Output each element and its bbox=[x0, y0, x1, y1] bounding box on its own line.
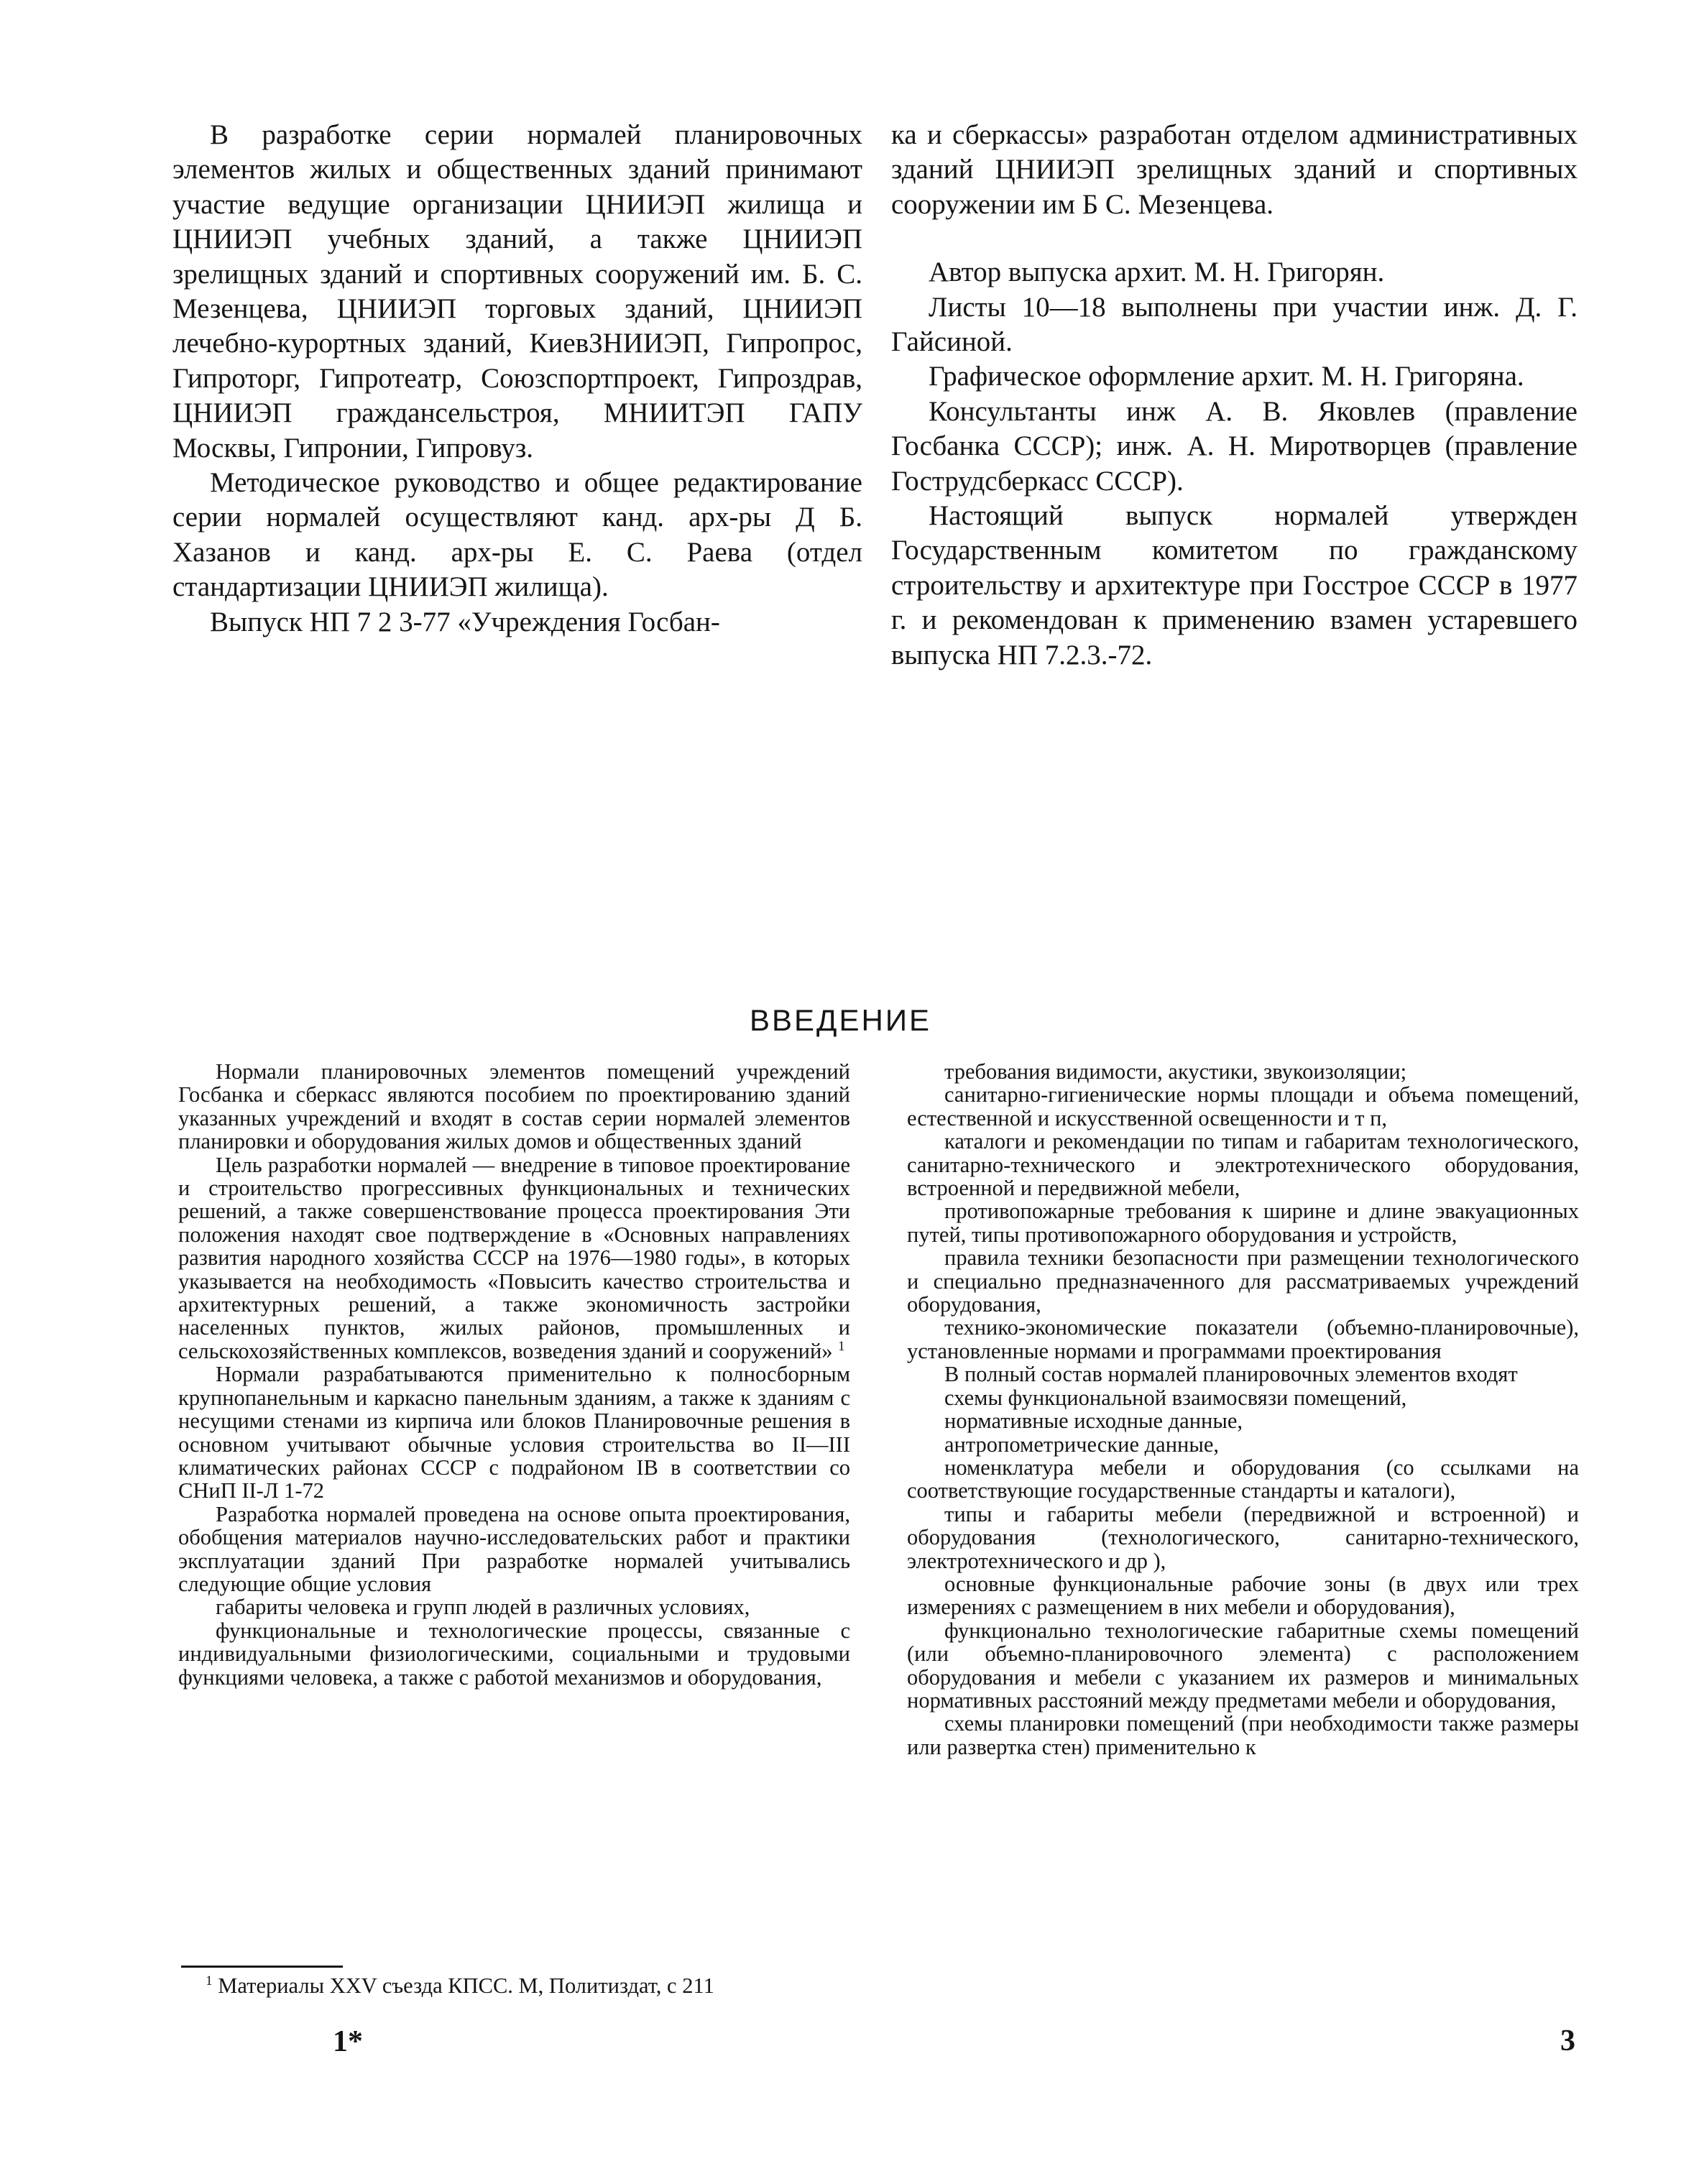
list-item: каталоги и рекомендации по типам и габаритам технологического, санитарно-технического и электротехнического оборудования, встроенной и передвижной мебели, bbox=[907, 1129, 1579, 1201]
signature-mark: 1* bbox=[333, 2025, 363, 2058]
paragraph: функциональные и технологические процессы, связанные с индивидуальными физиологическими, социальными и трудовыми функциями человека, а также с работой механизмов и оборудования, bbox=[178, 1618, 850, 1690]
list-item: схемы функциональной взаимосвязи помещений, bbox=[944, 1385, 1407, 1410]
paragraph: Выпуск НП 7 2 3-77 «Учреждения Госбан- bbox=[210, 606, 720, 637]
paragraph: Консультанты инж А. В. Яковлев (правление Госбанка СССР); инж. А. Н. Миротворцев (правление Гострудсберкасс СССР). bbox=[891, 395, 1578, 497]
footnote-divider bbox=[181, 1966, 343, 1968]
footnote-ref: 1 bbox=[838, 1338, 845, 1354]
list-item: правила техники безопасности при размещении технологического и специально предназначенного для рассматриваемых учреждений оборудования, bbox=[907, 1245, 1579, 1317]
list-item: антропометрические данные, bbox=[944, 1432, 1219, 1457]
paragraph: В полный состав нормалей планировочных элементов входят bbox=[944, 1362, 1518, 1387]
paragraph: В разработке серии нормалей планировочных элементов жилых и общественных зданий принимают участие ведущие организации ЦНИИЭП жилища и ЦНИИЭП учебных зданий, а также ЦНИИЭП зрелищных зданий и спортивных сооружений им. Б. С. Мезенцева, ЦНИИЭП торговых зданий, ЦНИИЭП лечебно-курортных зданий, КиевЗНИИЭП, Гипропрос, Гипроторг, Гипротеатр, Союзспортпроект, Гипроздрав, ЦНИИЭП граждансельстроя, МНИИТЭП ГАПУ Москвы, Гипронии, Гипровуз. bbox=[172, 119, 862, 464]
footnote-mark: 1 bbox=[206, 1973, 213, 1989]
paragraph: Разработка нормалей проведена на основе опыта проектирования, обобщения материалов научно-исследовательских работ и практики эксплуатации зданий При разработке нормалей учитывались следующие общие условия bbox=[178, 1501, 850, 1596]
list-item: требования видимости, акустики, звукоизоляции; bbox=[944, 1059, 1407, 1084]
paragraph: Графическое оформление архит. М. Н. Григоряна. bbox=[929, 361, 1524, 392]
list-item: схемы планировки помещений (при необходимости также размеры или развертка стен) применительно к bbox=[907, 1711, 1579, 1759]
list-item: функционально технологические габаритные схемы помещений (или объемно-планировочного элемента) с расположением оборудования и мебели с указанием их размеров и минимальных нормативных расстояний между предметами мебели и оборудования, bbox=[907, 1618, 1579, 1713]
paragraph: габариты человека и групп людей в различных условиях, bbox=[216, 1595, 750, 1620]
section-title: ВВЕДЕНИЕ bbox=[749, 1003, 932, 1037]
top-right-column bbox=[891, 118, 1578, 673]
page-number: 3 bbox=[1560, 2024, 1575, 2058]
paragraph bbox=[178, 1153, 850, 1363]
list-item: типы и габариты мебели (передвижной и встроенной) и оборудования (технологического, санитарно-технического, электротехнического и др ), bbox=[907, 1501, 1579, 1573]
paragraph: Автор выпуска архит. М. Н. Григорян. bbox=[929, 257, 1385, 288]
paragraph: Нормали разрабатываются применительно к полносборным крупнопанельным и каркасно панельным зданиям, а также к зданиям с несущими стенами из кирпича или блоков Планировочные решения в основном учитывают обычные условия строительства во II—III климатических районах СССР с подрайоном IВ в соответствии со СНиП II-Л 1-72 bbox=[178, 1362, 850, 1503]
list-item: противопожарные требования к ширине и длине эвакуационных путей, типы противопожарного оборудования и устройств, bbox=[907, 1199, 1579, 1247]
list-item: технико-экономические показатели (объемно-планировочные), установленные нормами и программами проектирования bbox=[907, 1315, 1579, 1363]
list-item: основные функциональные рабочие зоны (в двух или трех измерениях с размещением в них мебели и оборудования), bbox=[907, 1571, 1579, 1620]
top-left-column bbox=[172, 118, 862, 640]
footnote-text: Материалы XXV съезда КПСС. М, Политиздат, с 211 bbox=[218, 1973, 714, 1998]
list-item: нормативные исходные данные, bbox=[944, 1409, 1243, 1434]
footnote bbox=[178, 1973, 850, 1999]
paragraph: ка и сберкассы» разработан отделом административных зданий ЦНИИЭП зрелищных зданий и спортивных сооружении им Б С. Мезенцева. bbox=[891, 119, 1578, 220]
paragraph: Листы 10—18 выполнены при участии инж. Д. Г. Гайсиной. bbox=[891, 291, 1578, 358]
paragraph: Методическое руководство и общее редактирование серии нормалей осуществляют канд. арх-ры Д Б. Хазанов и канд. арх-ры Е. С. Раева (отдел стандартизации ЦНИИЭП жилища). bbox=[172, 467, 862, 603]
body-right-column bbox=[907, 1060, 1579, 1759]
paragraph: Нормали планировочных элементов помещений учреждений Госбанка и сберкасс являются пособием по проектированию зданий указанных учреждений и входят в состав серии нормалей элементов планировки и оборудования жилых домов и общественных зданий bbox=[178, 1059, 850, 1154]
paragraph: Настоящий выпуск нормалей утвержден Государственным комитетом по гражданскому строительству и архитектуре при Госстрое СССР в 1977 г. и рекомендован к применению взамен устаревшего выпуска НП 7.2.3.-72. bbox=[891, 500, 1578, 671]
paragraph-text: Цель разработки нормалей — внедрение в типовое проектирование и строительство прогрессивных функциональных и технических решений, а также совершенствование процесса проектирования Эти положения находят свое подтверждение в «Основных направлениях развития народного хозяйства СССР на 1976—1980 годы», в которых указывается на необходимость «Повысить качество строительства и архитектурных решений, а также экономичность застройки населенных пунктов, жилых районов, промышленных и сельскохозяйственных комплексов, возведения зданий и сооружений» bbox=[178, 1152, 850, 1363]
list-item: номенклатура мебели и оборудования (со ссылками на соответствующие государственные стандарты и каталоги), bbox=[907, 1455, 1579, 1503]
body-left-column bbox=[178, 1060, 850, 1689]
list-item: санитарно-гигиенические нормы площади и объема помещений, естественной и искусственной освещенности и т п, bbox=[907, 1082, 1579, 1130]
